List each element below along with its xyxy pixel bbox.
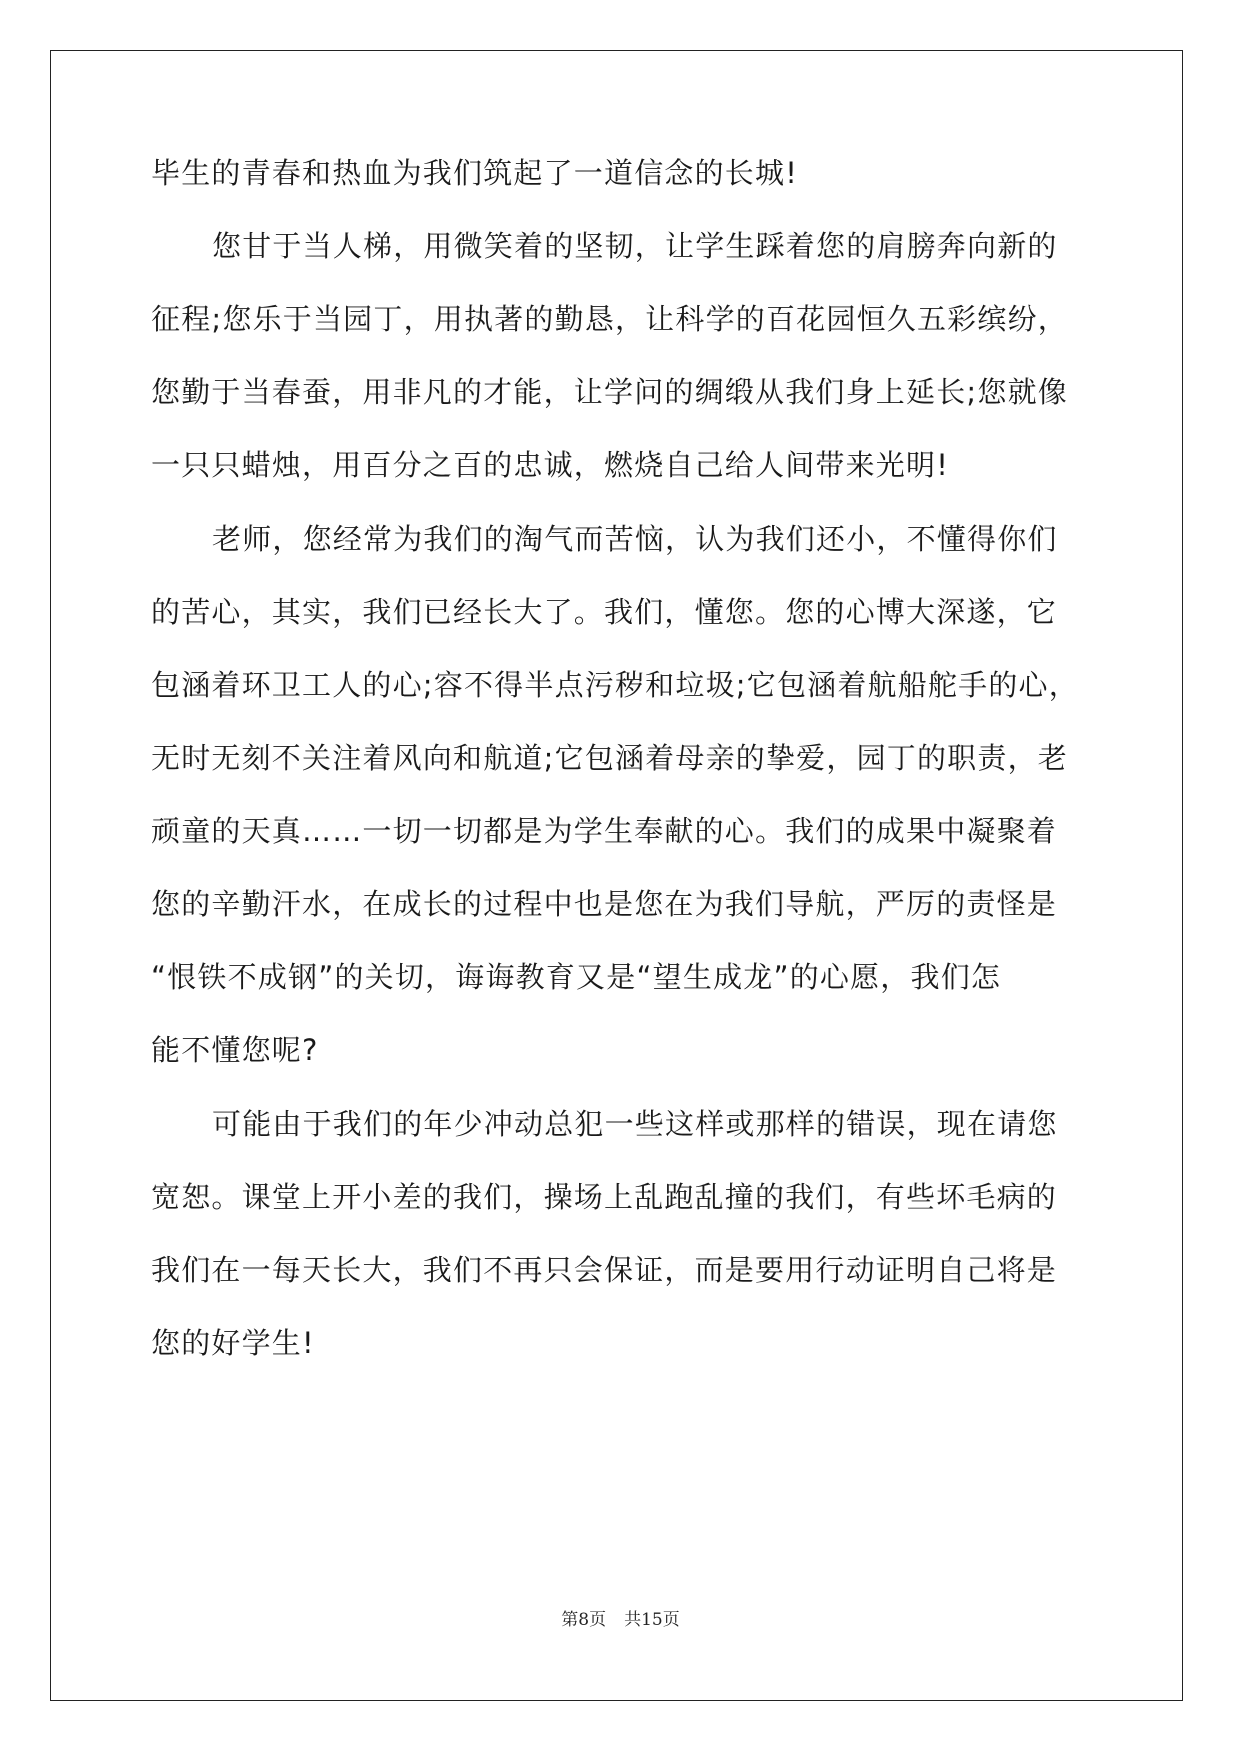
text-line: 一只只蜡烛，用百分之百的忠诚，燃烧自己给人间带来光明! (151, 448, 950, 482)
text-line: 的苦心，其实，我们已经长大了。我们，懂您。您的心博大深遂，它 (151, 595, 1058, 629)
paragraph-first-line: 老师，您经常为我们的淘气而苦恼，认为我们还小，不懂得你们 (212, 522, 1058, 556)
text-line: 包涵着环卫工人的心;容不得半点污秽和垃圾;它包涵着航船舵手的心， (151, 668, 1079, 702)
text-line: 顽童的天真……一切一切都是为学生奉献的心。我们的成果中凝聚着 (151, 814, 1058, 848)
text-line: 无时无刻不关注着风向和航道;它包涵着母亲的挚爱，园丁的职责，老 (151, 741, 1068, 775)
text-line: 您的辛勤汗水，在成长的过程中也是您在为我们导航，严厉的责怪是 (151, 887, 1058, 921)
paragraph-first-line: 您甘于当人梯，用微笑着的坚韧，让学生踩着您的肩膀奔向新的 (212, 229, 1058, 263)
page-total: 共15页 (624, 1610, 680, 1630)
text-line: 您勤于当春蚕，用非凡的才能，让学问的绸缎从我们身上延长;您就像 (151, 375, 1068, 409)
text-line: 征程;您乐于当园丁，用执著的勤恳，让科学的百花园恒久五彩缤纷， (151, 302, 1068, 336)
page-footer (0, 1605, 1241, 1630)
text-line: 能不懂您呢? (151, 1033, 319, 1067)
text-line: 我们在一每天长大，我们不再只会保证，而是要用行动证明自己将是 (151, 1253, 1058, 1287)
paragraph-first-line: 可能由于我们的年少冲动总犯一些这样或那样的错误，现在请您 (212, 1107, 1058, 1141)
text-line: 您的好学生! (151, 1326, 315, 1360)
page-number: 第8页 (561, 1610, 607, 1630)
page-border (50, 50, 1183, 1701)
text-line: “恨铁不成钢”的关切，诲诲教育又是“望生成龙”的心愿，我们怎 (151, 960, 1002, 994)
text-line: 毕生的青春和热血为我们筑起了一道信念的长城! (151, 156, 799, 190)
text-line: 宽恕。课堂上开小差的我们，操场上乱跑乱撞的我们，有些坏毛病的 (151, 1180, 1058, 1214)
